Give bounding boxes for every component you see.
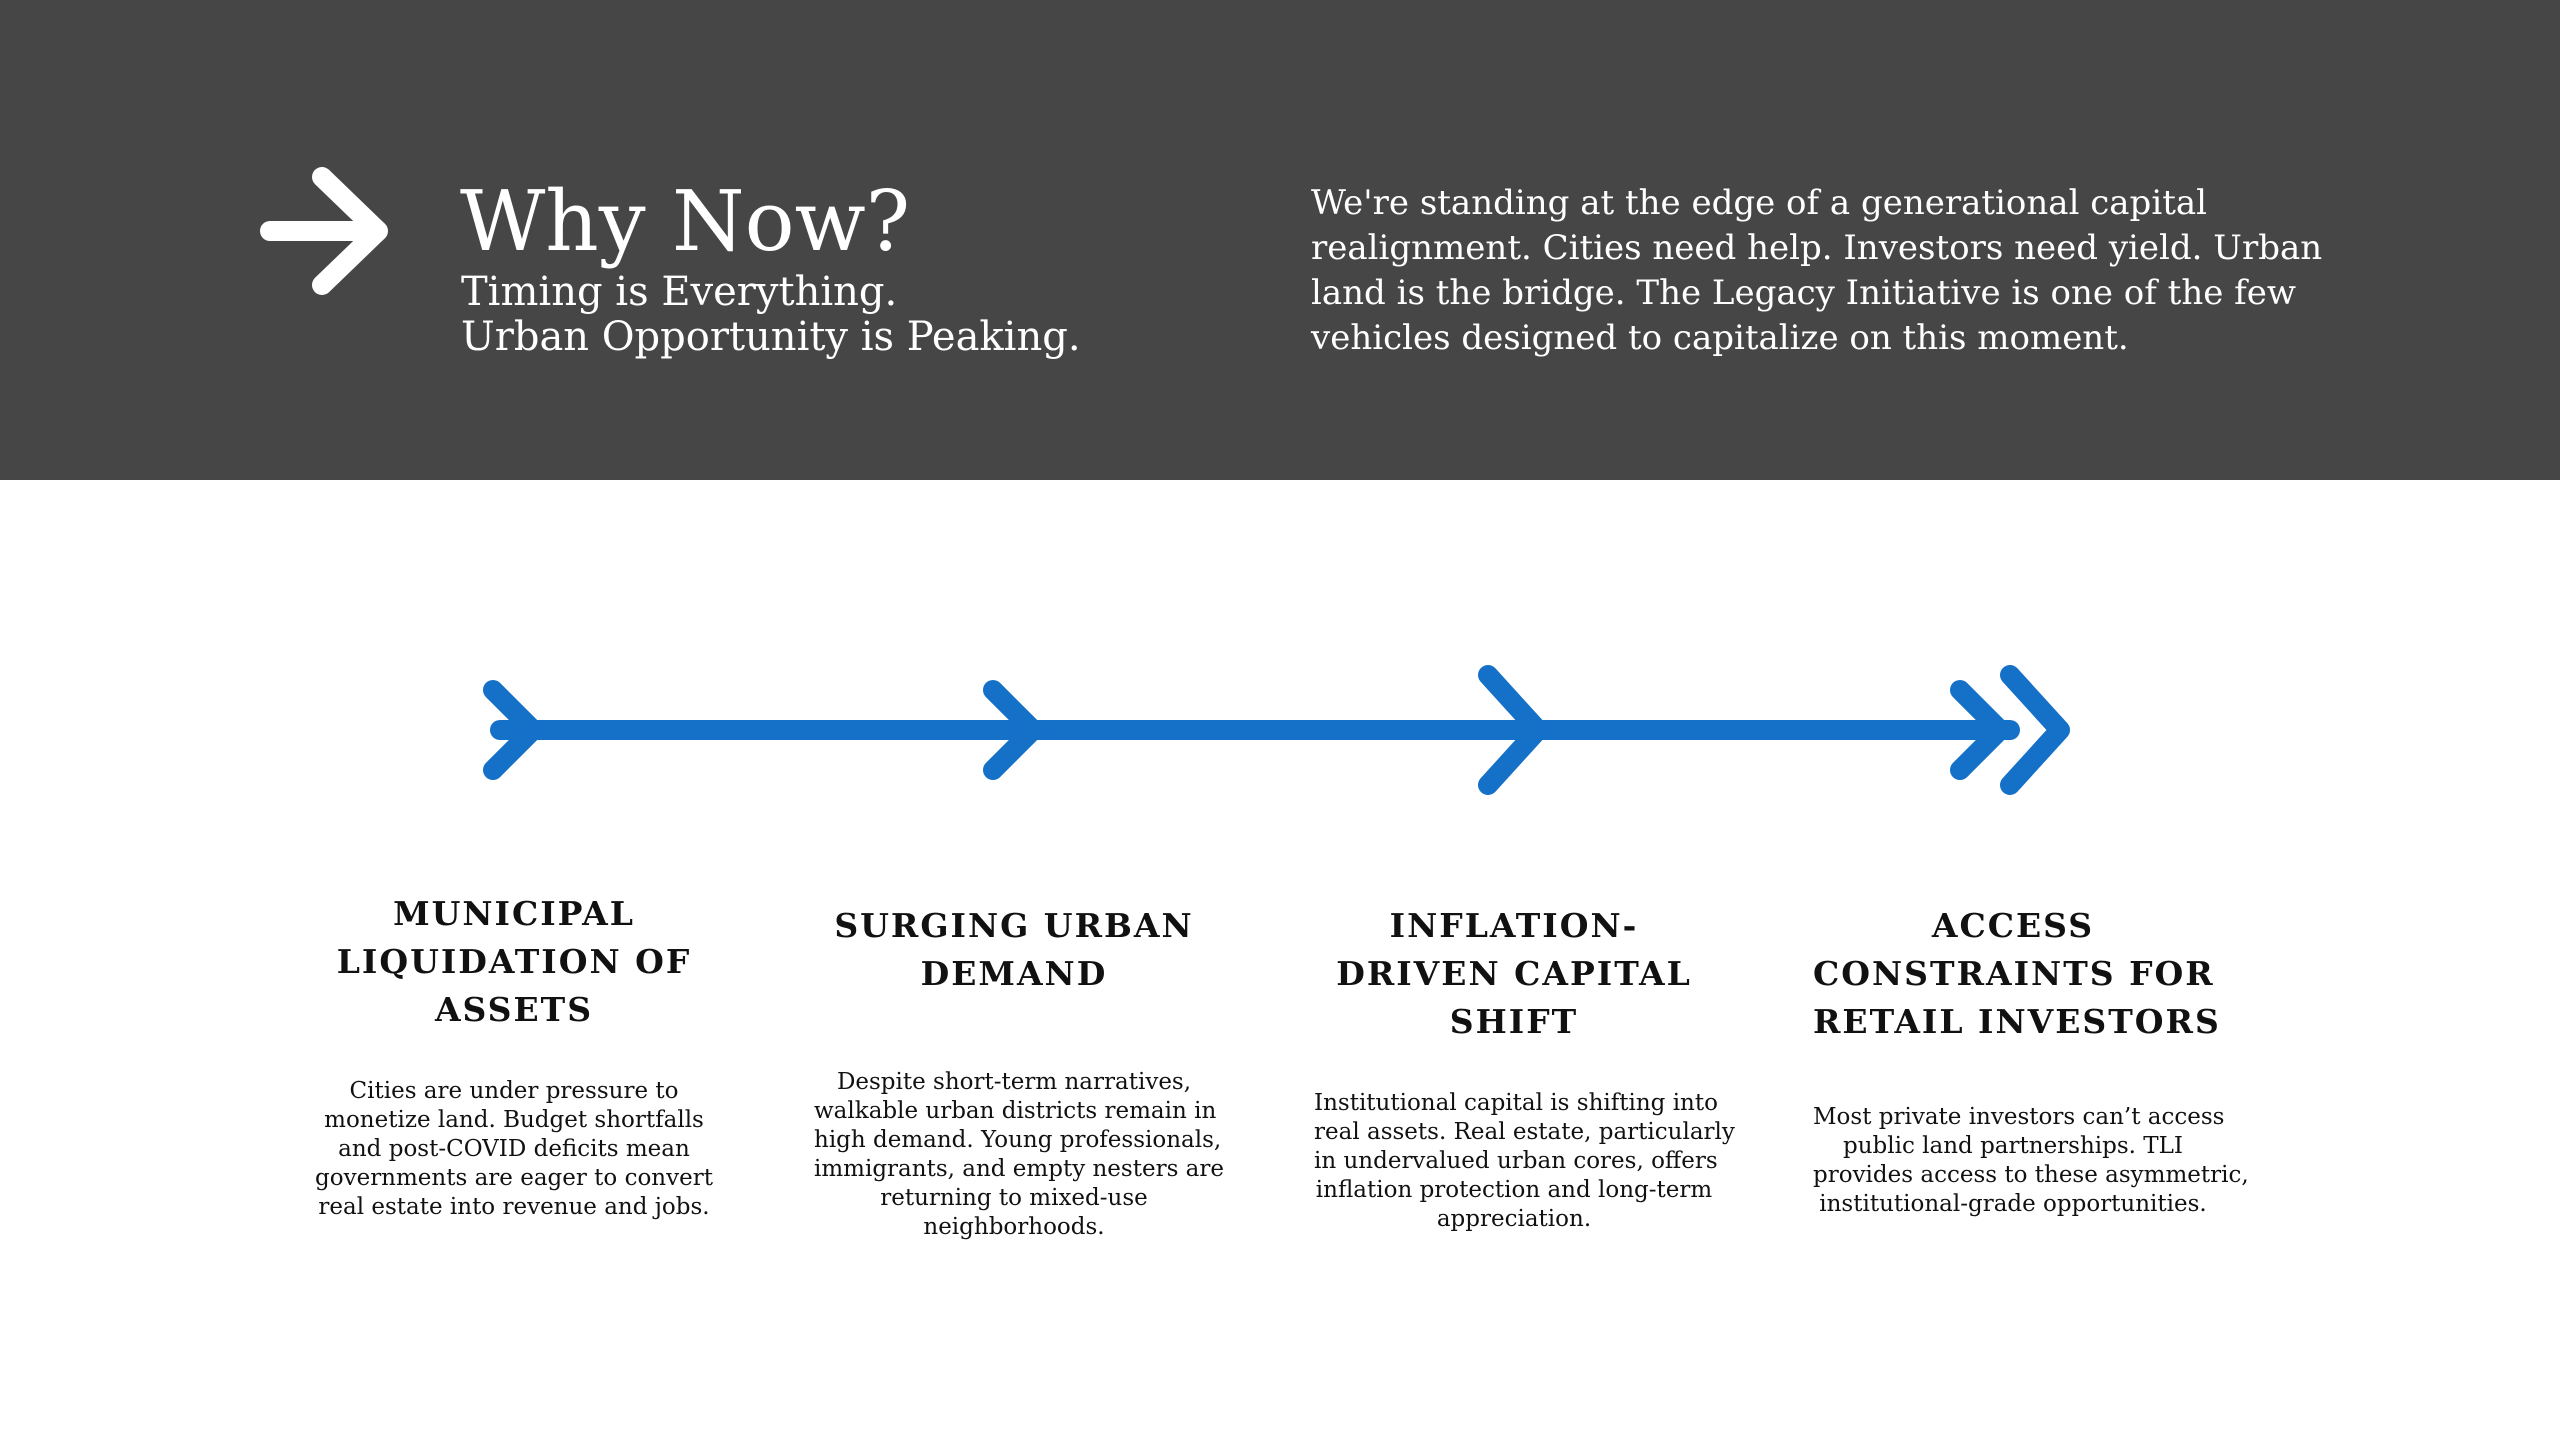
column-title-line: DEMAND [920,954,1108,993]
column-body-line: Most private investors can’t access [1813,1104,2225,1130]
column-body-line: Cities are under pressure to [349,1078,679,1104]
column-title-line: MUNICIPAL [393,894,635,933]
column-title-line: ASSETS [434,990,594,1029]
column-body-line: Despite short-term narratives, [836,1069,1192,1095]
intro-paragraph [1311,181,2323,361]
column-body-line: real assets. Real estate, particularly [1314,1119,1735,1145]
column-title [1813,902,2221,1046]
subtitle-line: Urban Opportunity is Peaking. [461,314,1081,360]
column-title-line: RETAIL INVESTORS [1813,1002,2221,1041]
column-title [314,890,714,1034]
column-body-line: walkable urban districts remain in [814,1098,1217,1124]
column-title-line: SURGING URBAN [834,906,1194,945]
subtitle-line: Timing is Everything. [461,269,898,315]
column-body-line: neighborhoods. [923,1214,1105,1240]
column-body [1314,1089,1735,1234]
column-body-line: appreciation. [1436,1206,1592,1232]
intro-line: realignment. Cities need help. Investors need yield. Urban [1311,228,2323,268]
column-body-line: real estate into revenue and jobs. [318,1194,710,1220]
column-access-constraints [1813,902,2249,1219]
column-body-line: Institutional capital is shifting into [1314,1090,1718,1116]
column-title-line: INFLATION- [1389,906,1639,945]
intro-line: vehicles designed to capitalize on this moment. [1311,318,2129,358]
column-title-line: LIQUIDATION OF [336,942,692,981]
column-body [314,1077,714,1222]
column-body-line: in undervalued urban cores, offers [1314,1148,1718,1174]
column-body-line: provides access to these asymmetric, [1813,1162,2249,1188]
column-body-line: inflation protection and long-term [1315,1177,1713,1203]
page-subtitle [461,270,1081,360]
column-body [1813,1103,2249,1219]
column-body [814,1068,1225,1242]
column-municipal-liquidation [314,890,714,1222]
arrow-right-icon [260,163,390,299]
column-title-line: ACCESS [1931,906,2095,945]
column-surging-demand [814,902,1225,1242]
intro-line: land is the bridge. The Legacy Initiative is one of the few [1311,273,2296,313]
timeline-arrow [0,640,2560,820]
column-title-line: CONSTRAINTS FOR [1813,954,2215,993]
column-body-line: public land partnerships. TLI [1843,1133,2183,1159]
column-body-line: governments are eager to convert [315,1165,713,1191]
header-band [0,0,2560,480]
column-body-line: immigrants, and empty nesters are [814,1156,1225,1182]
column-body-line: and post-COVID deficits mean [338,1136,690,1162]
column-title-line: DRIVEN CAPITAL [1336,954,1692,993]
column-title-line: SHIFT [1449,1002,1579,1041]
intro-line: We're standing at the edge of a generational capital [1311,183,2208,223]
column-body-line: high demand. Young professionals, [814,1127,1222,1153]
column-inflation-shift [1314,902,1735,1234]
page-title: Why Now? [460,173,911,270]
column-title [1314,902,1714,1046]
column-body-line: monetize land. Budget shortfalls [324,1107,704,1133]
column-title [814,902,1214,998]
column-body-line: institutional-grade opportunities. [1819,1191,2207,1217]
column-body-line: returning to mixed-use [880,1185,1148,1211]
